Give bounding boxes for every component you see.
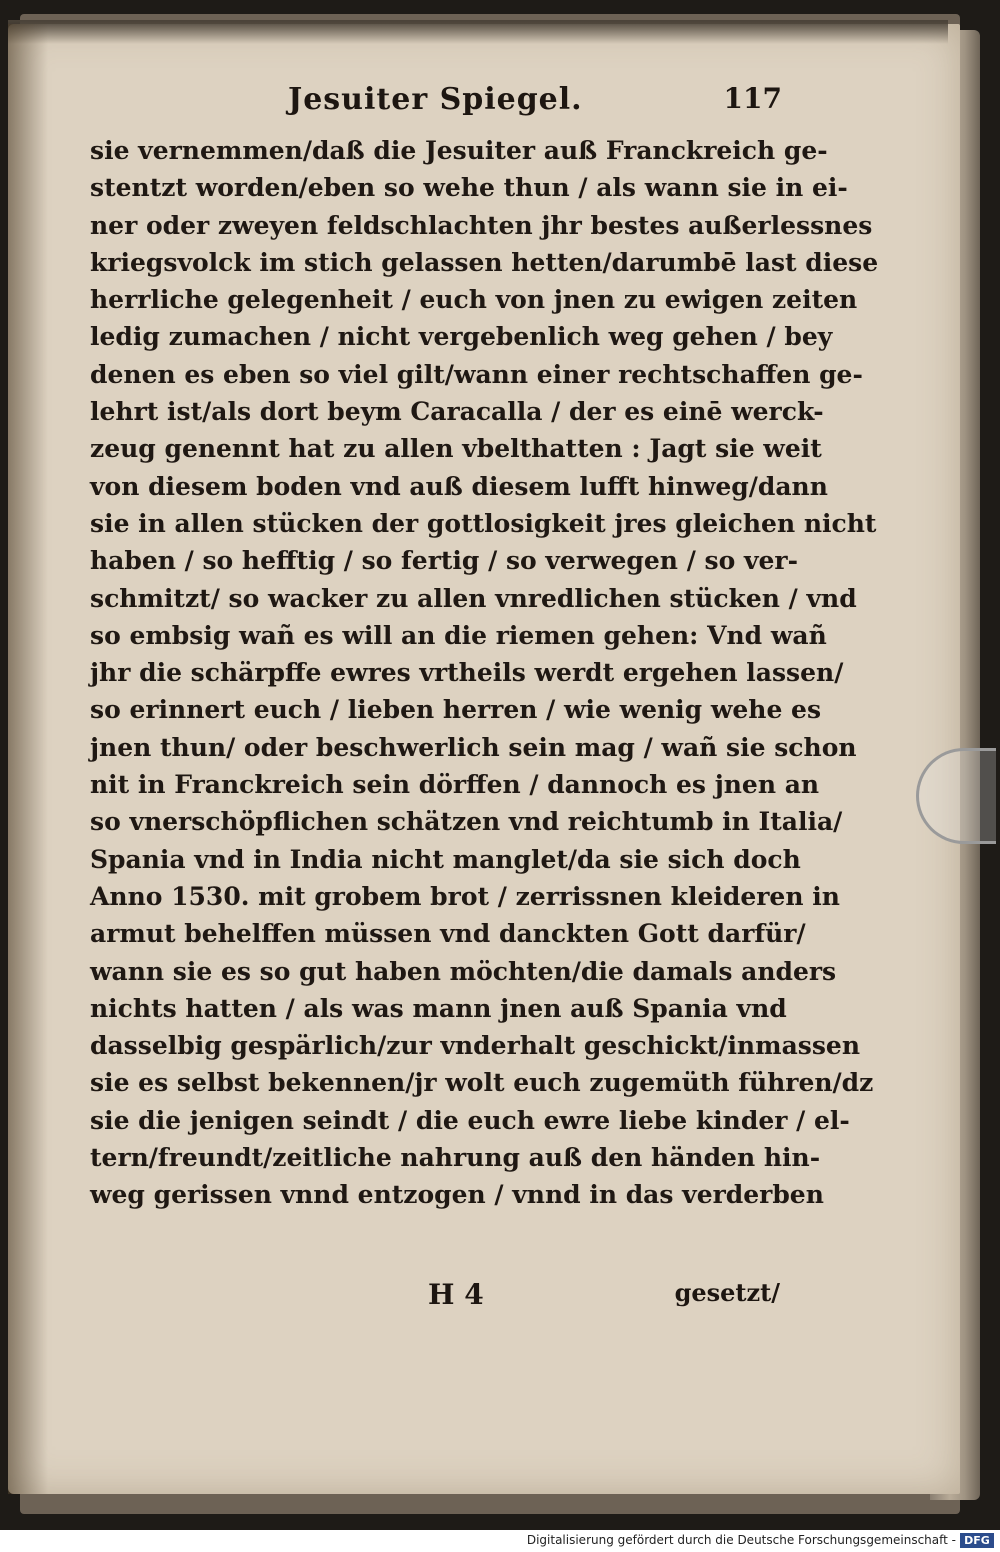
page-footer [90,1278,780,1318]
text-line: stentzt worden/eben so wehe thun / als wann sie in ei- [90,173,848,203]
text-line: armut behelffen müssen vnd danckten Gott darfür/ [90,919,806,949]
text-line: schmitzt/ so wacker zu allen vnredlichen stücken / vnd [90,583,857,613]
credit-bar [0,1530,1000,1552]
text-line: ledig zumachen / nicht vergebenlich weg gehen / bey [90,322,833,352]
text-line: kriegsvolck im stich gelassen hetten/darumbē last diese [90,247,879,277]
text-line: so embsig wañ es will an die riemen gehen: Vnd wañ [90,620,827,650]
catchword: gesetzt/ [674,1278,780,1307]
text-line: von diesem boden vnd auß diesem lufft hinweg/dann [90,471,828,501]
text-line: denen es eben so viel gilt/wann einer rechtschaffen ge- [90,359,863,389]
signature-mark: H 4 [428,1278,484,1311]
text-line: jnen thun/ oder beschwerlich sein mag / wañ sie schon [90,732,857,762]
text-line: dasselbig gespärlich/zur vnderhalt geschickt/inmassen [90,1031,860,1061]
spine-shadow [8,24,48,1494]
text-line: sie die jenigen seindt / die euch ewre liebe kinder / el- [90,1105,850,1135]
credit-text: Digitalisierung gefördert durch die Deutsche Forschungsgemeinschaft - [526,1533,956,1547]
text-line: haben / so hefftig / so fertig / so verwegen / so ver- [90,546,798,576]
text-line: zeug genennt hat zu allen vbelthatten : Jagt sie weit [90,434,822,464]
page-header [92,82,782,128]
text-line: sie vernemmen/daß die Jesuiter auß Franckreich ge- [90,136,828,165]
text-line: lehrt ist/als dort beym Caracalla / der es einē werck- [90,397,824,427]
page-top-shadow [8,20,948,44]
text-line: Anno 1530. mit grobem brot / zerrissnen kleideren in [90,881,840,911]
text-line: nit in Franckreich sein dörffen / dannoch es jnen an [90,770,820,800]
text-line: tern/freundt/zeitliche nahrung auß den händen hin- [90,1143,821,1173]
page-number: 117 [723,82,782,115]
text-line: sie in allen stücken der gottlosigkeit jres gleichen nicht [90,508,877,538]
text-line: nichts hatten / als was mann jnen auß Spania vnd [90,993,787,1023]
text-line: jhr die schärpffe ewres vrtheils werdt ergehen lassen/ [90,658,844,688]
running-title: Jesuiter Spiegel. [288,82,583,117]
text-line: so erinnert euch / lieben herren / wie wenig wehe es [90,695,822,725]
body-text [90,132,879,1214]
text-line: herrliche gelegenheit / euch von jnen zu ewigen zeiten [90,285,858,315]
text-line: wann sie es so gut haben möchten/die damals anders [90,956,837,986]
text-line: weg gerissen vnnd entzogen / vnnd in das verderben [90,1180,824,1210]
text-line: so vnerschöpflichen schätzen vnd reichtumb in Italia/ [90,807,843,837]
dfg-logo-icon: DFG [960,1533,994,1548]
text-line: Spania vnd in India nicht manglet/da sie sich doch [90,844,801,874]
text-line: sie es selbst bekennen/jr wolt euch zugemüth führen/dz [90,1068,874,1098]
text-line: ner oder zweyen feldschlachten jhr bestes außerlessnes [90,210,873,240]
